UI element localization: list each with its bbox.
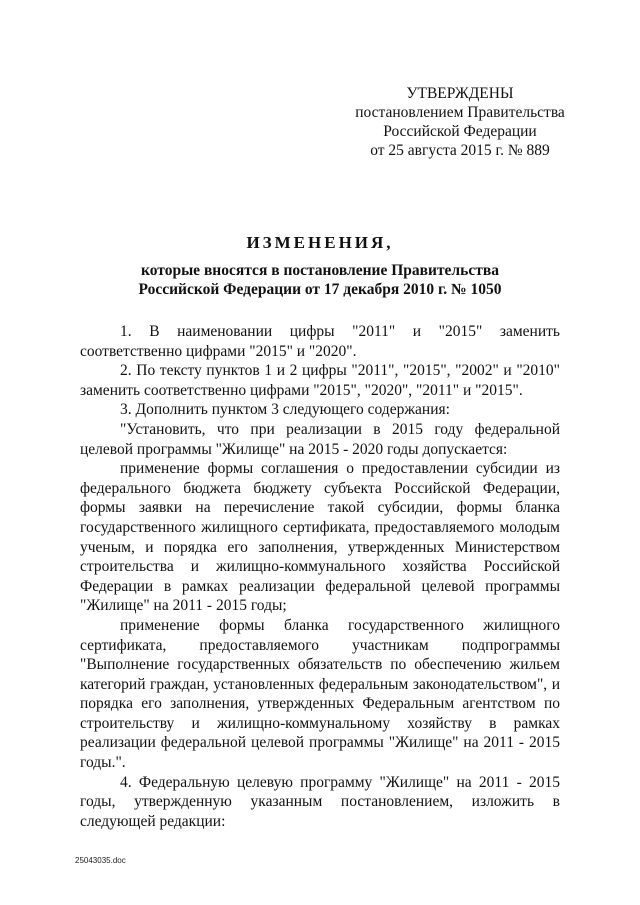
paragraph-1: 1. В наименовании цифры "2011" и "2015" заменить соответственно цифрами "2015" и "2020". (80, 323, 560, 360)
approval-block (330, 84, 590, 160)
approval-line: Российской Федерации (383, 123, 537, 140)
file-name-footer: 25043035.doc (75, 856, 126, 865)
subtitle-line: которые вносятся в постановление Правительства (141, 262, 499, 279)
paragraph-7: 4. Федеральную целевую программу "Жилище" на 2011 - 2015 годы, утвержденную указанным постановлением, изложить в следующей редакции: (80, 773, 560, 830)
paragraph-6: применение формы бланка государственного жилищного сертификата, предоставляемого участникам подпрограммы "Выполнение государственных обязательств по обеспечению жильем категорий граждан, установленных федеральным законодательством", и порядка его заполнения, утвержденных Федеральным агентством по строительству и жилищно-коммунальному хозяйству в рамках реализации федеральной целевой программы "Жилище" на 2011 - 2015 годы.". (80, 616, 560, 772)
paragraph-3: 3. Дополнить пунктом 3 следующего содержания: (120, 401, 450, 419)
approval-line: постановлением Правительства (355, 104, 565, 121)
document-body (80, 322, 560, 831)
approval-heading: УТВЕРЖДЕНЫ (406, 85, 514, 102)
paragraph-5: применение формы соглашения о предоставлении субсидии из федерального бюджета бюджету субъекта Российской Федерации, формы заявки на перечисление такой субсидии, формы бланка государственного жилищного сертификата, предоставляемого молодым ученым, и порядка его заполнения, утвержденных Министерством строительства и жилищно-коммунального хозяйства Российской Федерации в рамках реализации федеральной целевой программы "Жилище" на 2011 - 2015 годы; (80, 460, 560, 615)
document-subtitle (0, 261, 640, 299)
subtitle-line: Российской Федерации от 17 декабря 2010 г. № 1050 (138, 281, 502, 298)
paragraph-2: 2. По тексту пунктов 1 и 2 цифры "2011", "2015", "2002" и "2010" заменить соответственно цифрами "2015", "2020", "2011" и "2015". (80, 362, 560, 399)
approval-date-number: от 25 августа 2015 г. № 889 (370, 142, 550, 159)
document-title: ИЗМЕНЕНИЯ, (246, 233, 394, 252)
paragraph-4: "Установить, что при реализации в 2015 году федеральной целевой программы "Жилище" на 2015 - 2020 годы допускается: (80, 420, 560, 458)
